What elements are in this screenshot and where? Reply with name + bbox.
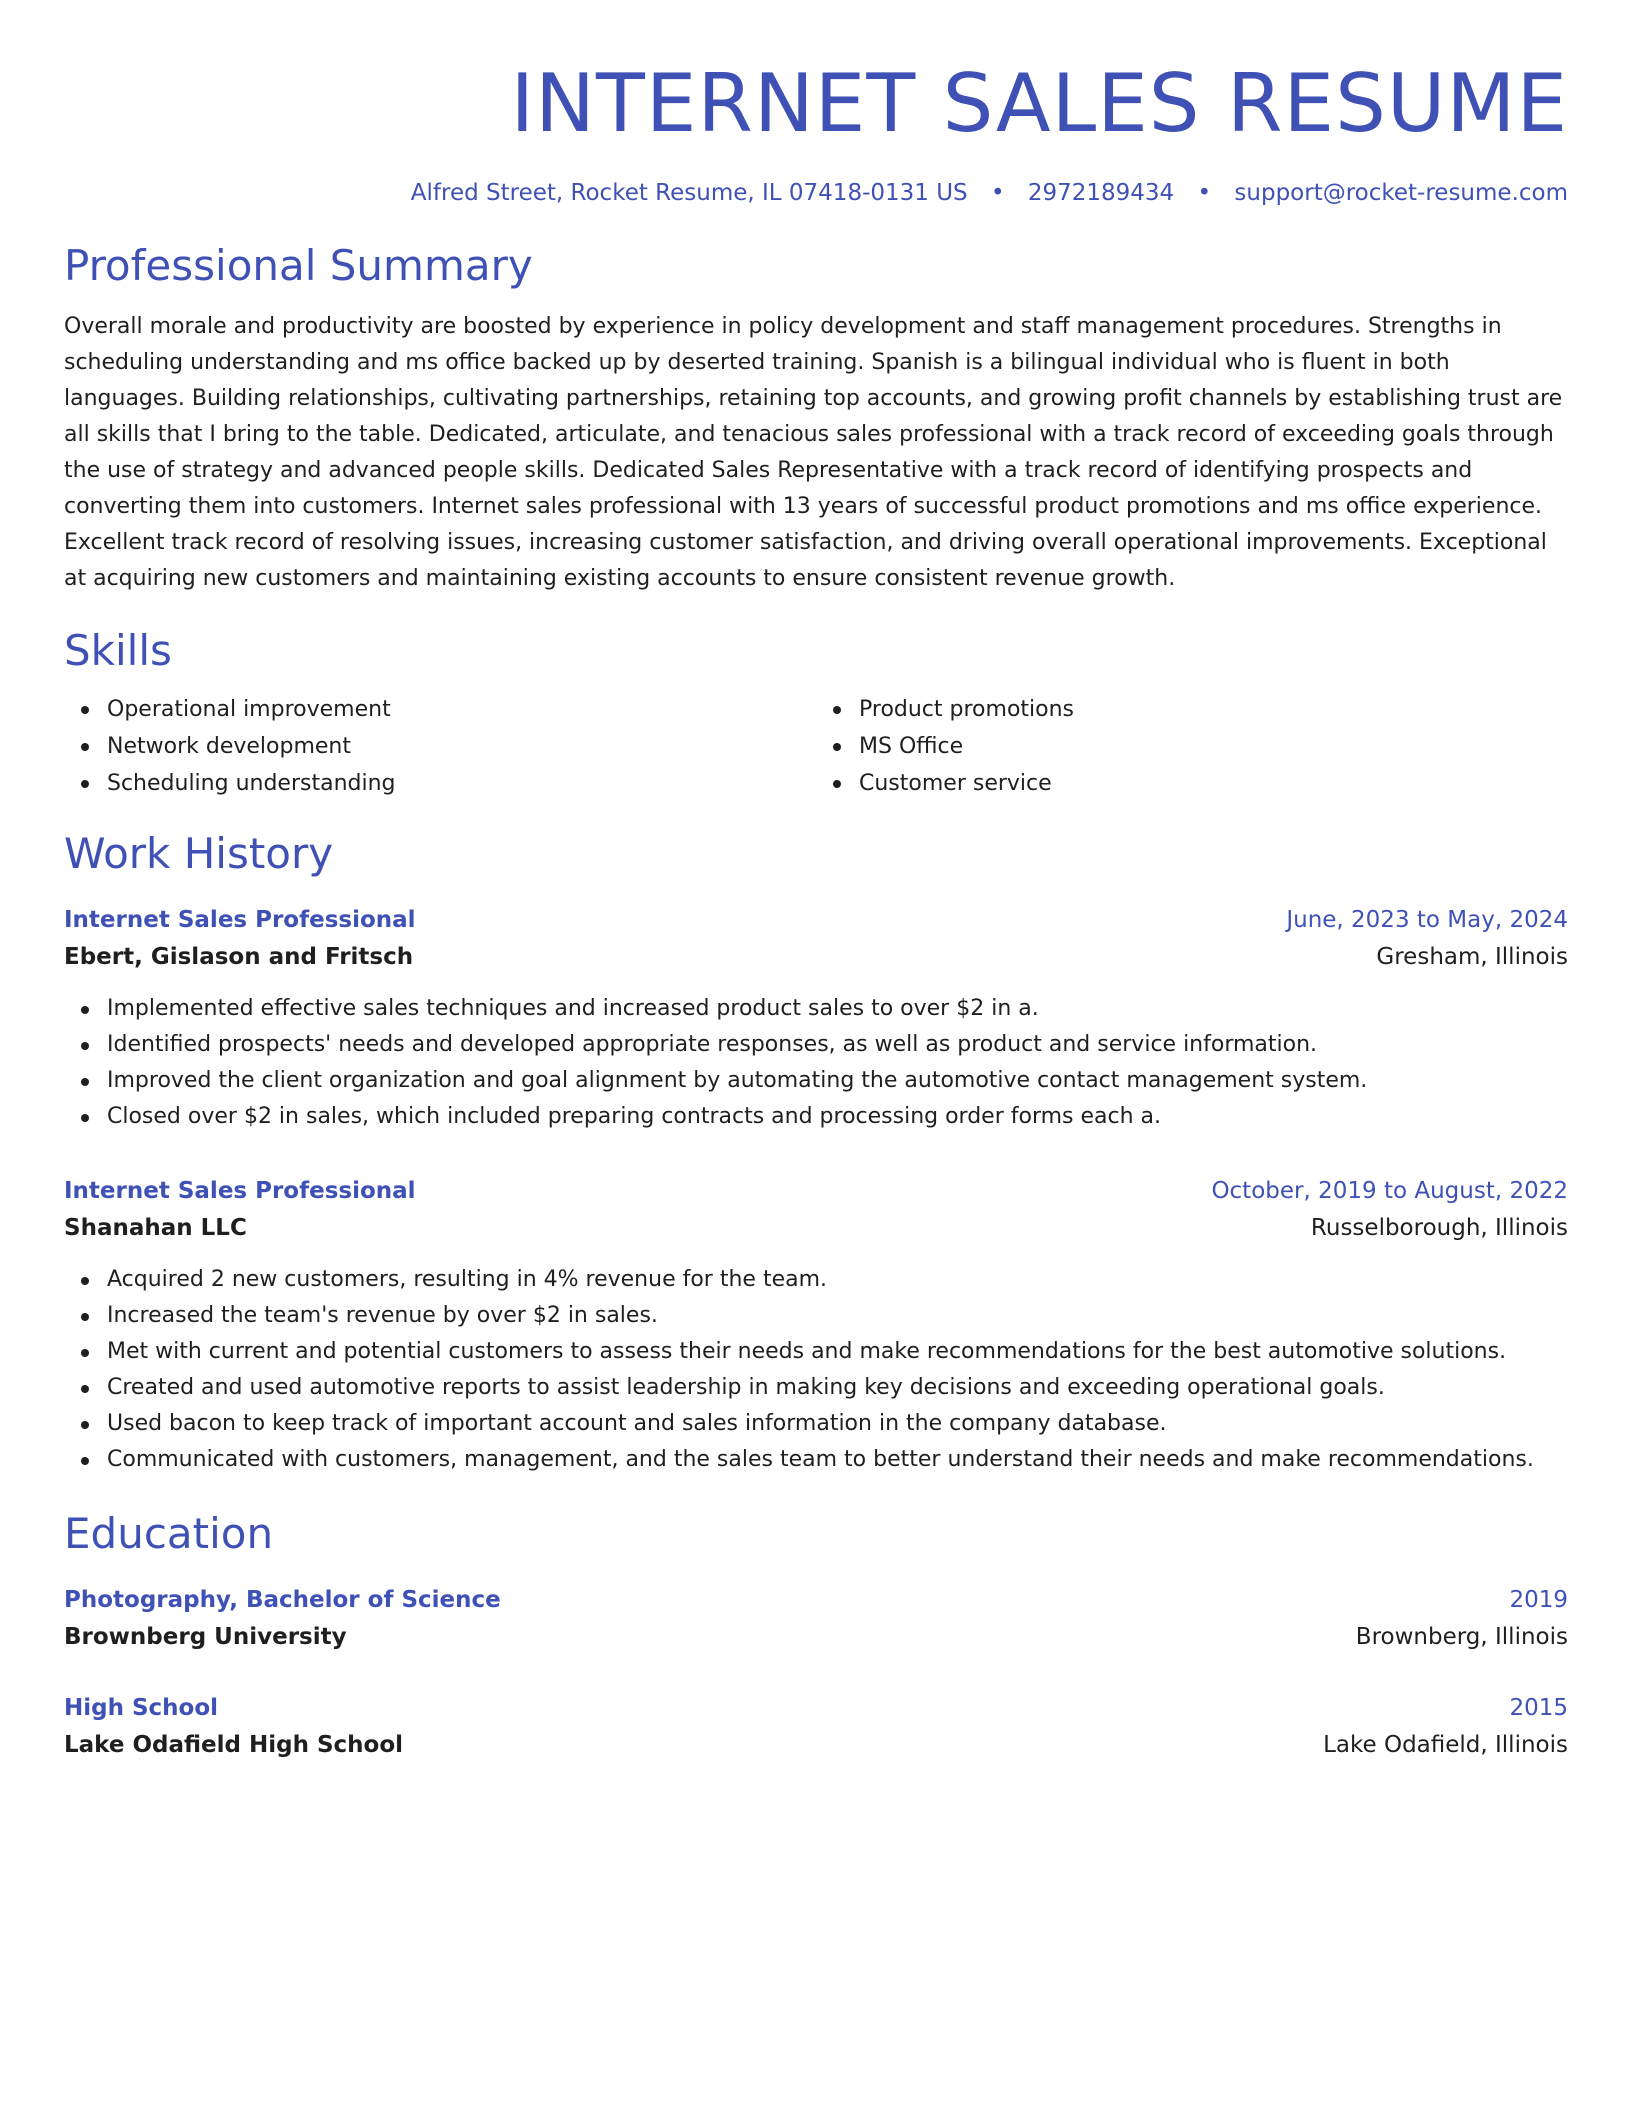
education-school-row xyxy=(64,1726,1568,1764)
skill-item: Operational improvement xyxy=(107,691,816,728)
work-history-section xyxy=(64,828,1568,1478)
skill-item: Product promotions xyxy=(859,691,1568,728)
education-degree-row xyxy=(64,1690,1568,1726)
job-bullet: Implemented effective sales techniques and increased product sales to over $2 in a. xyxy=(107,991,1568,1027)
skill-item: Customer service xyxy=(859,765,1568,802)
education-school: Lake Odafield High School xyxy=(64,1732,404,1758)
job-bullet: Increased the team's revenue by over $2 in sales. xyxy=(107,1298,1568,1334)
contact-separator: • xyxy=(1197,180,1212,206)
summary-section xyxy=(64,240,1568,597)
job-company: Shanahan LLC xyxy=(64,1215,247,1241)
education-degree: Photography, Bachelor of Science xyxy=(64,1587,501,1613)
education-location: Lake Odafield, Illinois xyxy=(1323,1732,1568,1758)
education-entry xyxy=(64,1582,1568,1656)
job-entry xyxy=(64,902,1568,1135)
job-company-row xyxy=(64,1209,1568,1247)
skills-heading: Skills xyxy=(64,626,172,675)
job-bullet: Acquired 2 new customers, resulting in 4% revenue for the team. xyxy=(107,1262,1568,1298)
job-company: Ebert, Gislason and Fritsch xyxy=(64,944,414,970)
skills-list-left xyxy=(64,691,816,802)
contact-email[interactable]: support@rocket-resume.com xyxy=(1234,180,1568,206)
education-entry xyxy=(64,1690,1568,1764)
job-title: Internet Sales Professional xyxy=(64,907,416,933)
contact-separator: • xyxy=(990,180,1005,206)
resume-header xyxy=(64,56,1568,208)
skill-item: Scheduling understanding xyxy=(107,765,816,802)
skills-list-right xyxy=(816,691,1568,802)
skills-section xyxy=(64,625,1568,802)
job-bullet: Used bacon to keep track of important account and sales information in the company database. xyxy=(107,1406,1568,1442)
job-bullet: Improved the client organization and goal alignment by automating the automotive contact management system. xyxy=(107,1063,1568,1099)
job-bullets xyxy=(64,991,1568,1135)
education-heading: Education xyxy=(64,1509,274,1558)
job-bullet: Created and used automotive reports to assist leadership in making key decisions and exceeding operational goals. xyxy=(107,1370,1568,1406)
skill-item: Network development xyxy=(107,728,816,765)
job-dates: June, 2023 to May, 2024 xyxy=(1286,907,1568,933)
job-company-row xyxy=(64,938,1568,976)
contact-phone: 2972189434 xyxy=(1027,180,1175,206)
job-title-row xyxy=(64,1173,1568,1209)
job-dates: October, 2019 to August, 2022 xyxy=(1211,1178,1568,1204)
education-location: Brownberg, Illinois xyxy=(1355,1624,1568,1650)
job-bullet: Closed over $2 in sales, which included preparing contracts and processing order forms each a. xyxy=(107,1099,1568,1135)
job-location: Gresham, Illinois xyxy=(1376,944,1568,970)
resume-name: INTERNET SALES RESUME xyxy=(510,57,1568,150)
education-degree-row xyxy=(64,1582,1568,1618)
skill-item: MS Office xyxy=(859,728,1568,765)
job-bullet: Identified prospects' needs and developed appropriate responses, as well as product and service information. xyxy=(107,1027,1568,1063)
job-title: Internet Sales Professional xyxy=(64,1178,416,1204)
contact-address: Alfred Street, Rocket Resume, IL 07418-0131 US xyxy=(410,180,968,206)
contact-line xyxy=(64,178,1568,208)
education-degree: High School xyxy=(64,1695,219,1721)
job-bullet: Met with current and potential customers to assess their needs and make recommendations for the best automotive solutions. xyxy=(107,1334,1568,1370)
education-school-row xyxy=(64,1618,1568,1656)
education-year: 2019 xyxy=(1509,1587,1568,1613)
job-bullet: Communicated with customers, management, and the sales team to better understand their needs and make recommendations. xyxy=(107,1442,1568,1478)
work-history-heading: Work History xyxy=(64,829,334,878)
job-title-row xyxy=(64,902,1568,938)
education-school: Brownberg University xyxy=(64,1624,347,1650)
education-section xyxy=(64,1508,1568,1764)
job-location: Russelborough, Illinois xyxy=(1310,1215,1568,1241)
education-year: 2015 xyxy=(1509,1695,1568,1721)
summary-text: Overall morale and productivity are boosted by experience in policy development and staff management procedures. Strengths in scheduling understanding and ms office backed up by deserted training. Spanish is a bilingual individual who is fluent in both languages. Building relationships, cultivating partnerships, retaining top accounts, and growing profit channels by establishing trust are all skills that I bring to the table. Dedicated, articulate, and tenacious sales professional with a track record of exceeding goals through the use of strategy and advanced people skills. Dedicated Sales Representative with a track record of identifying prospects and converting them into customers. Internet sales professional with 13 years of successful product promotions and ms office experience. Excellent track record of resolving issues, increasing customer satisfaction, and driving overall operational improvements. Exceptional at acquiring new customers and maintaining existing accounts to ensure consistent revenue growth. xyxy=(64,314,1563,591)
summary-heading: Professional Summary xyxy=(64,241,533,290)
job-bullets xyxy=(64,1262,1568,1478)
job-entry xyxy=(64,1173,1568,1478)
skills-grid xyxy=(64,691,1568,802)
